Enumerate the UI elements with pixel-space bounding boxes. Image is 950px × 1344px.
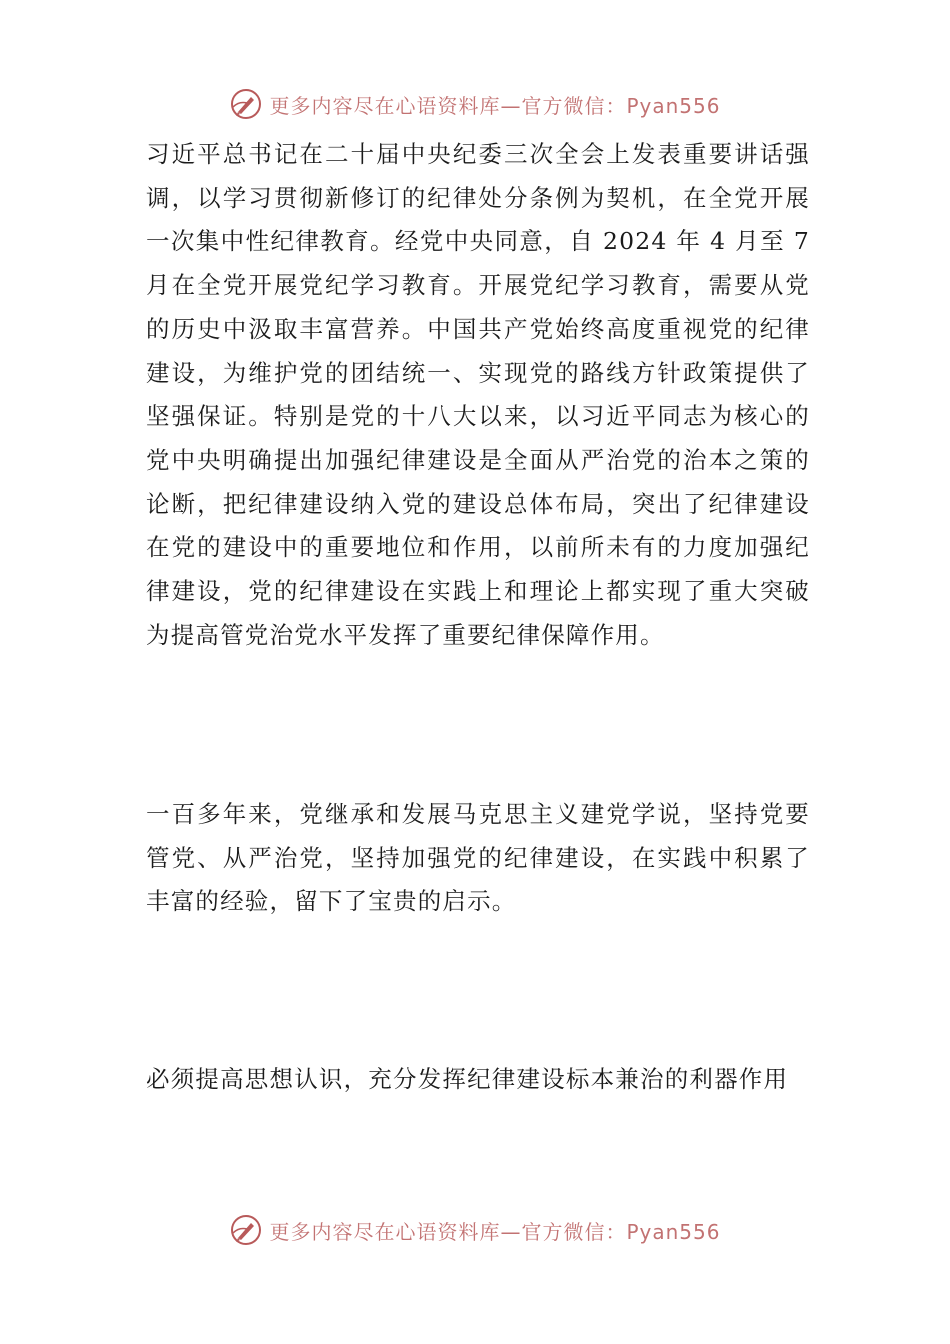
header-watermark-banner <box>0 84 950 124</box>
paragraph-heading-point: 必须提高思想认识，充分发挥纪律建设标本兼治的利器作用 <box>146 1065 789 1093</box>
header-watermark-text: 更多内容尽在心语资料库—官方微信：Pyan556 <box>269 93 721 118</box>
footer-watermark-banner <box>0 1210 950 1250</box>
pen-nib-logo-icon <box>229 1213 263 1247</box>
pen-nib-logo-icon <box>229 87 263 121</box>
paragraph-history: 一百多年来，党继承和发展马克思主义建党学说，坚持党要管党、从严治党，坚持加强党的纪律建设，在实践中积累了丰富的经验，留下了宝贵的启示。 <box>146 800 810 916</box>
paragraph-intro: 习近平总书记在二十届中央纪委三次全会上发表重要讲话强调，以学习贯彻新修订的纪律处分条例为契机，在全党开展一次集中性纪律教育。经党中央同意，自 2024 年 4 月至 7 月在全党开展党纪学习教育。开展党纪学习教育，需要从党的历史中汲取丰富营养。中国共产党始终高度重视党的纪律建设，为维护党的团结统一、实现党的路线方针政策提供了坚强保证。特别是党的十八大以来，以习近平同志为核心的党中央明确提出加强纪律建设是全面从严治党的治本之策的论断，把纪律建设纳入党的建设总体布局，突出了纪律建设在党的建设中的重要地位和作用，以前所未有的力度加强纪律建设，党的纪律建设在实践上和理论上都实现了重大突破为提高管党治党水平发挥了重要纪律保障作用。 <box>146 140 810 649</box>
footer-watermark-text: 更多内容尽在心语资料库—官方微信：Pyan556 <box>269 1219 721 1244</box>
